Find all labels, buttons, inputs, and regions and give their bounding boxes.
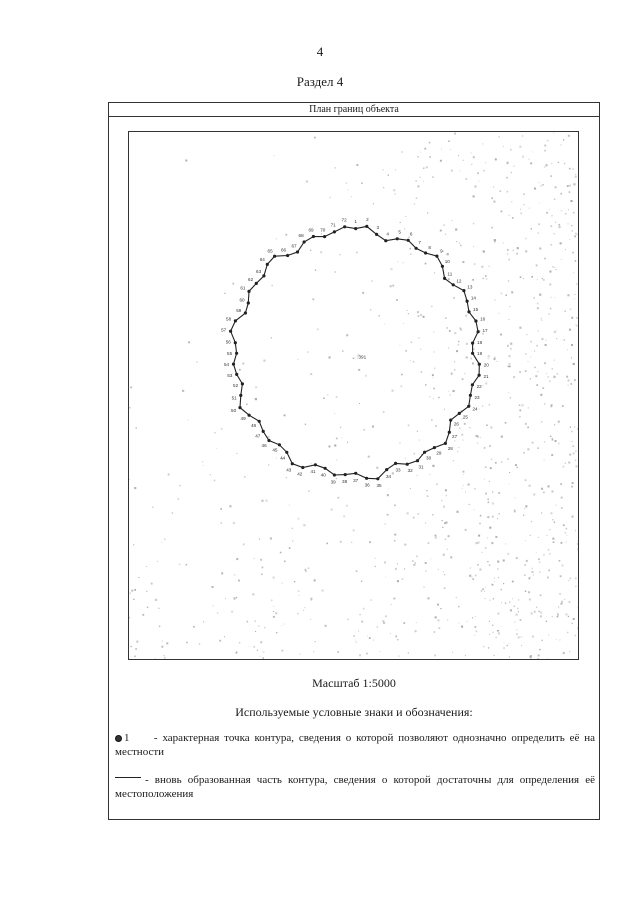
contour-point-label: 34 [385,473,392,479]
contour-point [365,477,368,480]
contour-point-label: 8 [428,244,431,250]
contour-point [415,247,418,250]
contour-point-label: 36 [364,482,370,488]
contour-point [234,341,237,344]
contour-point [467,405,470,408]
contour-point-label: 6 [409,231,413,237]
contour-points [221,217,489,488]
contour-point-label: 56 [225,339,231,345]
contour-point-label: 57 [221,327,227,333]
contour-point-label: 45 [272,447,278,453]
contour-point [262,274,265,277]
contour-point [343,225,346,228]
contour-point [323,235,326,238]
contour-point-label: 33 [395,467,401,473]
contour-point [466,300,469,303]
contour-point [244,311,247,314]
contour-point-label: 51 [231,395,237,401]
contour-point [469,394,472,397]
contour-point [449,419,452,422]
contour-point [406,463,409,466]
contour-point-label: 59 [236,308,242,314]
contour-point [384,239,387,242]
contour-point-label: 63 [256,268,262,274]
contour-point [266,263,269,266]
contour-point-label: 15 [473,307,479,312]
contour-point-label: 25 [462,414,468,420]
contour-point-label: 64 [259,257,265,262]
contour-point [424,251,427,254]
legend-title: Используемые условные знаки и обозначения: [235,705,473,719]
contour-point-label: 52 [233,383,239,389]
contour-point [344,473,347,476]
contour-point-label: 61 [240,285,246,291]
contour-point-label: 60 [239,297,245,303]
contour-point-label: 50 [231,408,237,413]
page-number: 4 [316,44,324,59]
contour-point-label: 28 [447,445,453,451]
contour-point [273,255,276,258]
contour-point [267,439,270,442]
contour-point-label: 70 [320,227,326,233]
contour-point [234,319,237,322]
contour-point [458,412,461,415]
contour-point [407,239,410,242]
contour-point-label: 38 [342,479,348,485]
map-area [128,131,579,660]
scale-text: Масштаб 1:5000 [312,676,396,690]
contour-point-label: 47 [255,433,261,439]
contour-point-label: 39 [330,479,336,485]
contour-point [444,442,447,445]
contour-point-label: 3 [376,225,380,230]
contour-point-label: 35 [376,483,382,489]
contour-point-label: 71 [330,222,336,228]
contour-point-label: 37 [353,477,359,483]
contour-point-label: 72 [341,217,347,223]
contour-point-label: 31 [418,464,424,470]
contour-point [241,382,244,385]
contour-point-label: 40 [320,472,326,478]
contour-point-label: 18 [477,340,483,345]
contour-point [478,363,481,366]
contour-point [247,290,250,293]
contour-point [354,227,357,230]
point-icon [115,735,122,742]
contour-point [262,430,265,433]
contour-point-label: 43 [286,467,292,473]
contour-point-label: 23 [474,395,480,401]
contour-point-label: 41 [310,468,316,474]
contour-point-label: 17 [482,327,488,333]
contour-point [385,468,388,471]
contour-point [255,282,258,285]
contour-point [416,459,419,462]
contour-point [238,406,241,409]
contour-point-label: 67 [291,243,297,249]
contour-point [314,463,317,466]
section-title: Раздел 4 [296,74,344,89]
contour-point [478,374,481,377]
contour-point-label: 29 [436,450,442,456]
contour-point-label: 48 [250,422,257,428]
contour-point [394,462,397,465]
contour-point [296,250,299,253]
contour-point [285,451,288,454]
map-svg [129,132,578,659]
contour-point [333,230,336,233]
contour-point [433,446,436,449]
contour-point-label: 10 [444,258,450,264]
contour-point-label: 24 [472,406,478,412]
contour-point [301,466,304,469]
contour-point-label: 22 [476,384,482,390]
contour-point [278,443,281,446]
contour-point [248,414,251,417]
legend-line-text: - вновь образованная часть контура, сведения о которой достаточны для определения её местоположения [115,774,595,800]
contour-point [423,451,426,454]
contour-point [354,472,357,475]
contour-point [471,352,474,355]
contour-point-label: 53 [227,373,233,379]
contour-point [235,373,238,376]
parcel-label: :391 [357,354,367,360]
contour-point [448,431,451,434]
contour-point-label: 13 [467,284,473,290]
contour-point [441,265,444,268]
legend-item-line [115,773,595,801]
contour-point [312,235,315,238]
contour-point [258,420,261,423]
contour-point-label: 26 [453,421,459,427]
contour-point [471,383,474,386]
contour-point-label: 54 [223,362,230,368]
legend-item-point [115,731,595,759]
plan-frame [108,102,600,820]
plan-header: План границ объекта [109,103,599,117]
contour-point-label: 16 [480,316,486,322]
contour-point-label: 14 [470,295,476,301]
contour-point [477,330,480,333]
line-icon [115,777,141,778]
contour-point-label: 42 [297,471,303,477]
contour-point [467,310,470,313]
contour-point [232,363,235,366]
contour-point-label: 66 [280,247,287,253]
legend-point-marker: 1 [124,732,130,744]
contour-point [474,319,477,322]
contour-point [247,301,250,304]
contour-point-label: 32 [407,468,413,474]
contour-point-label: 58 [226,316,232,322]
contour-point-label: 5 [398,229,401,235]
contour-point-label: 46 [261,442,267,448]
background-texture [129,133,578,659]
contour-point-label: 69 [308,227,314,233]
contour-point [375,233,378,236]
contour-point-label: 44 [280,455,286,461]
contour-point-label: 1 [354,219,357,225]
contour-point [365,225,368,228]
contour-point [333,473,336,476]
contour-point-label: 55 [227,350,233,356]
contour-point-label: 30 [426,455,432,461]
contour-point-label: 65 [267,248,273,254]
contour-point [452,283,455,286]
contour-point-label: 68 [298,233,304,239]
contour-point [396,237,399,240]
contour-point [303,240,306,243]
contour-point [443,277,446,280]
contour-point-label: 9 [440,248,443,254]
contour-point [435,255,438,258]
contour-point-label: 62 [248,276,254,282]
contour-point-label: 7 [418,239,421,245]
contour-point [376,477,379,480]
contour-point [229,330,232,333]
contour-point-label: 4 [386,231,389,237]
contour-point [291,462,294,465]
contour-point [462,289,465,292]
contour-point-label: 49 [240,416,246,422]
contour-point [235,352,238,355]
contour-point [286,254,289,257]
contour-point-label: 11 [447,271,453,277]
contour-point [239,394,242,397]
contour-point-label: 20 [483,362,489,368]
contour-point [471,342,474,345]
legend-point-text: - характерная точка контура, сведения о которой позволяют однозначно определить её на местности [115,732,596,758]
contour-point-label: 2 [366,216,369,222]
contour-point [324,467,327,470]
contour-point-label: 19 [477,350,483,356]
contour-point-label: 12 [456,278,462,284]
contour-point-label: 27 [452,434,458,440]
contour-point-label: 21 [483,373,489,379]
